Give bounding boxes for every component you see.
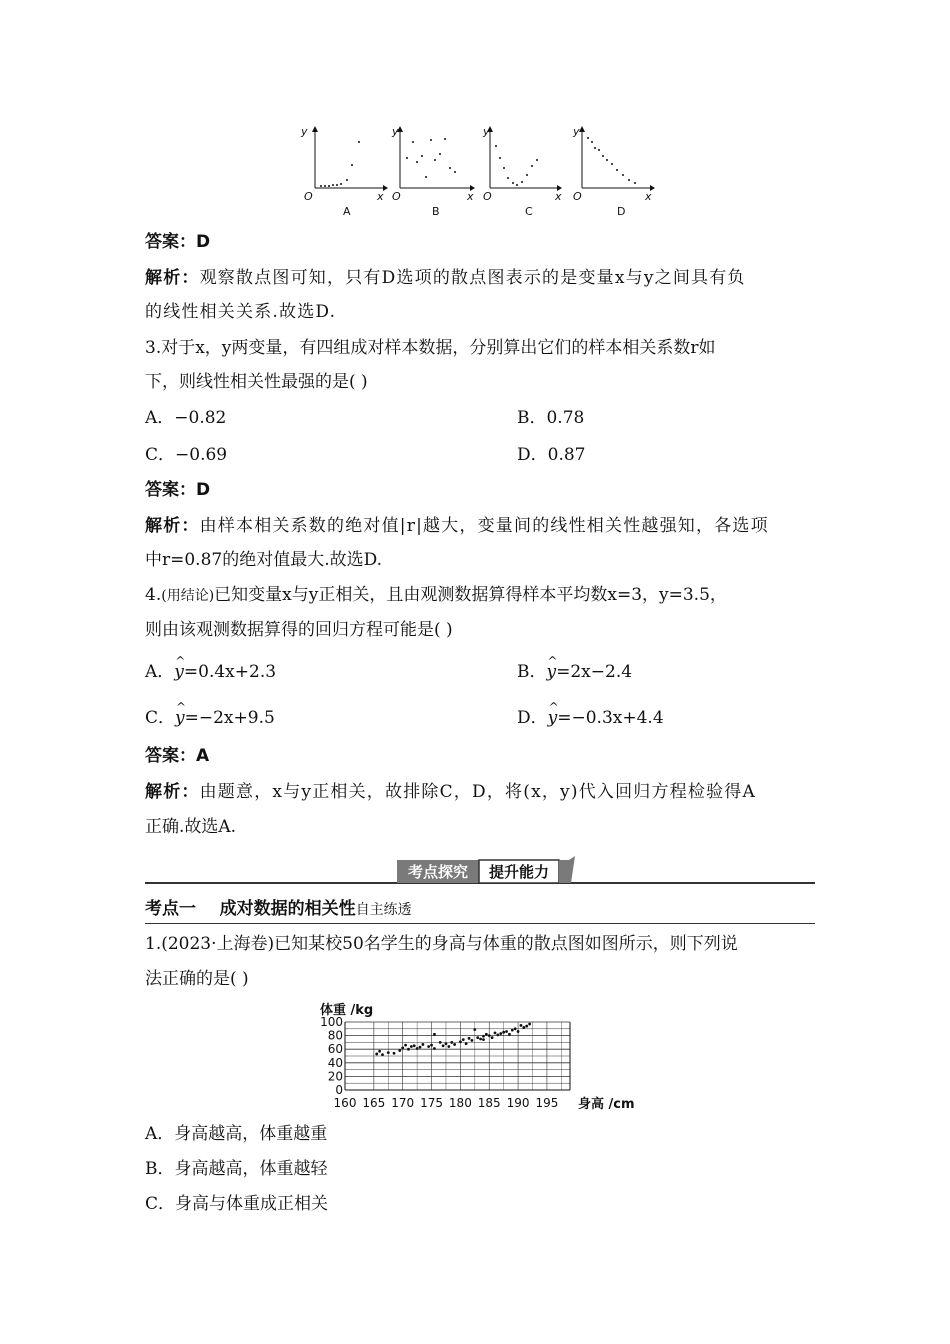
scatter-point [393,1052,396,1055]
scatter-point [465,1042,468,1045]
analysis-label: 解析： [145,516,200,536]
analysis-label: 解析： [145,782,200,802]
question-tag: (用结论) [161,588,215,604]
option-equation: =2x−2.4 [556,662,633,682]
analysis-text: 观察散点图可知，只有D选项的散点图表示的是变量x与y之间具有负 [199,268,746,288]
option-label: D． [517,708,548,728]
scatter-point [387,1051,390,1054]
option-equation: =0.4x+2.3 [183,662,277,682]
scatter-point [450,1041,453,1044]
axis-y-label-a: y [301,125,308,138]
scatter-point [439,1041,442,1044]
option-label-a: A [343,205,351,218]
q4-option-d[interactable] [517,706,664,730]
scatter-point [416,1047,419,1050]
scatter-point [496,1034,499,1037]
axis-x-label-c: x [555,190,562,203]
scatter-point [375,1053,378,1056]
answer-value: A [196,746,210,766]
scatter-point [430,1044,433,1047]
chart-points [375,1023,531,1056]
banner-left-text: 考点探究 [407,863,469,881]
scatter-point [476,1036,479,1039]
option-label: C． [145,708,176,728]
scatter-point [404,1044,407,1047]
scatter-options-figure [295,120,660,222]
x-tick-label: 175 [420,1096,443,1110]
scatter-point [482,1035,485,1038]
scatter-option-c [482,125,562,218]
question-text: 已知变量x与y正相关，且由观测数据算得样本平均数x=3，y=3.5， [214,585,727,605]
option-equation: =−0.3x+4.4 [557,708,664,728]
axis-y-label-b: y [392,125,399,138]
chart-y-axis-label: 体重 /kg [320,1003,374,1018]
x-tick-label: 195 [535,1096,559,1110]
scatter-point [491,1036,494,1039]
scatter-point [407,1048,410,1051]
axis-x-label-d: x [645,190,652,203]
y-tick-label: 40 [327,1055,343,1070]
q1-stem-line1: 1.(2023·上海卷)已知某校50名学生的身高与体重的散点图如图所示，则下列说 [145,934,738,954]
q3-option-d[interactable]: D．0.87 [517,445,586,465]
axis-y-label-d: y [573,125,580,138]
origin-label-b: O [392,190,401,203]
q1-option-c[interactable]: C．身高与体重成正相关 [145,1194,329,1214]
q2-analysis-line2: 的线性相关关系.故选D. [145,302,337,322]
scatter-point [401,1046,404,1049]
axis-y-label-c: y [483,125,490,138]
q4-stem-line1 [145,583,727,608]
q2-analysis-line1 [145,266,746,290]
option-label-c: C [525,205,533,218]
section-divider [145,923,815,924]
scatter-point [473,1028,476,1031]
y-tick-label: 60 [327,1042,343,1057]
scatter-point [520,1024,523,1027]
scatter-point [459,1040,462,1043]
y-tick-label: 20 [327,1069,343,1084]
height-weight-scatter-chart [310,998,650,1116]
scatter-points-c [495,145,538,186]
scatter-point [462,1038,465,1041]
chart-y-ticks [320,1015,343,1097]
q4-analysis-line2: 正确.故选A. [145,817,237,837]
y-hat-symbol: ^ y [175,706,185,730]
x-tick-label: 160 [333,1096,357,1110]
scatter-point [447,1045,450,1048]
scatter-point [485,1033,488,1036]
q4-answer [145,744,209,768]
scatter-point [421,1043,424,1046]
scatter-point [413,1044,416,1047]
origin-label-d: O [573,190,582,203]
origin-label-c: O [483,190,492,203]
scatter-point [505,1030,508,1033]
y-hat-symbol: ^ y [547,660,557,684]
scatter-point [482,1038,485,1041]
analysis-label: 解析： [145,268,200,288]
scatter-option-b [391,125,475,218]
scatter-point [453,1043,456,1046]
scatter-point [525,1025,528,1028]
scatter-point [499,1032,502,1035]
scatter-point [479,1038,482,1041]
chart-x-axis-label: 身高 /cm [578,1097,635,1112]
q4-option-b[interactable] [517,660,632,684]
answer-value: D [196,232,211,252]
question-number: 4. [145,585,162,605]
x-tick-label: 190 [506,1096,530,1110]
scatter-point [468,1037,471,1040]
scatter-point [488,1034,491,1037]
q1-stem-line2: 法正确的是( ) [145,969,249,989]
q3-analysis-line2: 中r=0.87的绝对值最大.故选D. [145,550,383,570]
scatter-point [445,1042,448,1045]
scatter-point [508,1033,511,1036]
scatter-points-d [587,137,636,184]
y-tick-label: 0 [335,1083,343,1097]
x-tick-label: 180 [448,1096,472,1110]
x-tick-label: 165 [362,1096,386,1110]
scatter-point [433,1047,436,1050]
option-label-d: D [617,205,626,218]
option-label-b: B [432,205,440,218]
q3-answer [145,478,210,502]
axis-x-label-a: x [377,190,384,203]
q3-option-c[interactable]: C．−0.69 [145,445,228,465]
scatter-option-d [572,125,655,218]
scatter-point [471,1039,474,1042]
axis-x-label-b: x [467,190,474,203]
section-title-text: 考点一 成对数据的相关性 [145,899,356,919]
scatter-points-b [406,138,456,178]
q4-analysis-line1 [145,780,756,804]
option-label: A． [145,662,175,682]
q2-answer [145,230,210,254]
q3-option-b[interactable]: B．0.78 [517,408,585,428]
section-title [145,897,412,922]
scatter-point [433,1033,436,1036]
answer-value: D [196,480,211,500]
scatter-point [514,1027,517,1030]
x-tick-label: 170 [391,1096,415,1110]
scatter-point [517,1030,520,1033]
y-hat-symbol: ^ y [548,706,558,730]
y-tick-label: 80 [327,1028,343,1043]
scatter-points-a [320,141,360,187]
scatter-point [419,1046,422,1049]
chart-grid [345,1022,570,1090]
y-tick-label: 100 [320,1015,343,1029]
scatter-point [522,1026,525,1029]
answer-label: 答案： [145,232,196,252]
q1-option-a[interactable]: A．身高越高，体重越重 [145,1124,328,1144]
y-hat-symbol: ^ y [174,660,184,684]
q4-option-a[interactable] [145,660,276,684]
scatter-point [398,1049,401,1052]
option-label: B． [517,662,547,682]
chart-x-ticks [334,1096,559,1110]
scatter-point [381,1053,384,1056]
q3-stem-line1: 3.对于x，y两变量，有四组成对样本数据，分别算出它们的样本相关系数r如 [145,338,716,358]
q3-analysis-line1 [145,514,769,538]
origin-label-a: O [304,190,313,203]
q4-stem-line2: 则由该观测数据算得的回归方程可能是( ) [145,620,453,640]
scatter-point [427,1045,430,1048]
scatter-point [528,1023,531,1026]
q3-option-a[interactable]: A．−0.82 [145,408,227,428]
banner-right-text: 提升能力 [488,863,550,881]
answer-label: 答案： [145,746,196,766]
analysis-text: 由题意，x与y正相关，故排除C，D，将(x，y)代入回归方程检验得A [199,782,756,802]
option-equation: =−2x+9.5 [184,708,275,728]
scatter-point [511,1029,514,1032]
analysis-text: 由样本相关系数的绝对值|r|越大，变量间的线性相关性越强知，各选项 [199,516,769,536]
q1-option-b[interactable]: B．身高越高，体重越轻 [145,1159,328,1179]
scatter-point [442,1044,445,1047]
scatter-point [378,1050,381,1053]
scatter-point [410,1045,413,1048]
scatter-point [494,1031,497,1034]
q4-option-c[interactable] [145,706,275,730]
section-banner [145,856,815,886]
scatter-point [502,1031,505,1034]
x-tick-label: 185 [477,1096,501,1110]
answer-label: 答案： [145,480,196,500]
section-tag: 自主练透 [355,902,412,918]
scatter-option-a [300,125,388,218]
q3-stem-line2: 下，则线性相关性最强的是( ) [145,372,368,392]
